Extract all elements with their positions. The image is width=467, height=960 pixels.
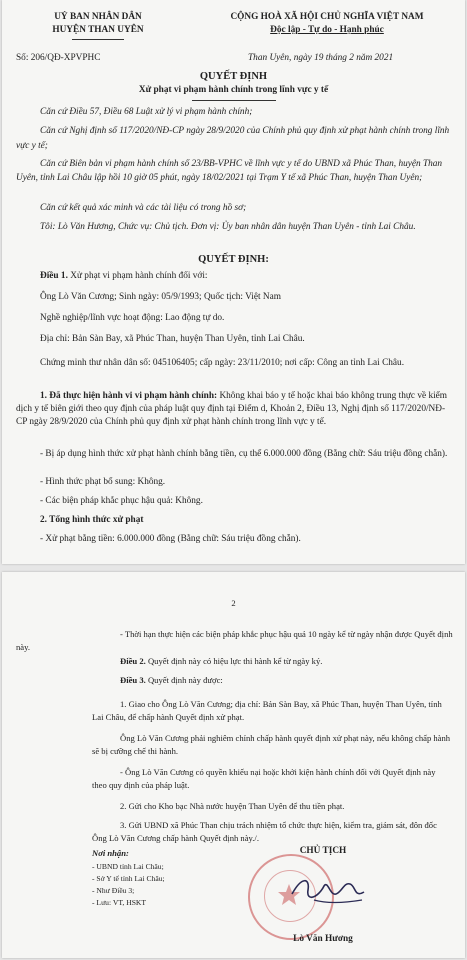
- basis-2: Căn cứ Nghị định số 117/2020/NĐ-CP ngày 28/9/2020 của Chính phủ quy định xử phạt hành chính trong lĩnh vực y tế;: [16, 126, 450, 151]
- motto: Độc lập - Tự do - Hạnh phúc: [270, 25, 384, 35]
- total-penalty-text: - Xử phạt bằng tiền: 6.000.000 đồng (Bằng chữ: Sáu triệu đồng chẵn).: [40, 534, 301, 544]
- basis-5: Tôi: Lò Văn Hương, Chức vụ: Chủ tịch. Đơn vị: Ủy ban nhân dân huyện Than Uyên - tỉnh Lai Châu.: [40, 222, 416, 232]
- article-1-label: Điều 1.: [40, 271, 68, 281]
- violation-paragraph: [16, 390, 454, 429]
- basis-4: Căn cứ kết quả xác minh và các tài liệu có trong hồ sơ;: [40, 203, 247, 213]
- article-3-text: Quyết định này được:: [147, 675, 223, 685]
- violation-text: Không khai báo y tế hoặc khai báo không trung thực về kiểm dịch y tế biên giới theo quy định của pháp luật quy định tại Điểm d, Khoản 2, Điều 13, Nghị định số 117/2020/NĐ-CP ngày 28/9/2020 của Chính phủ quy định xử phạt hành chính trong lĩnh vực y tế.: [16, 391, 448, 427]
- address-label: Địa chỉ:: [40, 334, 70, 344]
- offender-info: Ông Lò Văn Cương; Sinh ngày: 05/9/1993; Quốc tịch: Việt Nam: [40, 292, 281, 302]
- signer-name: Lò Văn Hương: [293, 934, 353, 944]
- document-subtitle: Xử phạt vi phạm hành chính trong lĩnh vực y tế: [138, 85, 329, 95]
- title-underline: [192, 100, 276, 101]
- recipient-list-item: - Lưu: VT, HSKT: [92, 898, 147, 907]
- offender-address: [40, 334, 305, 344]
- penalty-extra: - Hình thức phạt bổ sung: Không.: [40, 477, 166, 487]
- article-2: [120, 656, 322, 666]
- article-2-text: Quyết định này có hiệu lực thi hành kể từ ngày ký.: [147, 656, 323, 666]
- signature-mark: [284, 870, 374, 910]
- total-penalty-heading: 2. Tổng hình thức xử phạt: [40, 515, 144, 525]
- recipient-list-item: - Như Điều 3;: [92, 886, 135, 895]
- doc-date: Than Uyên, ngày 19 tháng 2 năm 2021: [248, 53, 394, 63]
- recipient-item-3: 3. Gửi UBND xã Phúc Than chịu trách nhiệm tổ chức thực hiện, kiểm tra, giám sát, đôn đốc Ông Lò Văn Cương chấp hành Quyết định này./.: [92, 820, 437, 843]
- agency-line-1: UỶ BAN NHÂN DÂN: [54, 12, 142, 22]
- agency-underline: [72, 39, 124, 40]
- doc-number: Số: 206/QĐ-XPVPHC: [16, 53, 101, 63]
- recipient-item-2: 2. Gửi cho Kho bạc Nhà nước huyện Than Uyên để thu tiền phạt.: [120, 801, 345, 811]
- document-page-1: [2, 0, 465, 564]
- offender-occupation: Nghề nghiệp/lĩnh vực hoạt động: Lao động tự do.: [40, 313, 225, 323]
- document-page-2: [2, 572, 465, 958]
- decide-heading: QUYẾT ĐỊNH:: [198, 254, 269, 265]
- remedy: - Các biện pháp khắc phục hậu quả: Không.: [40, 496, 203, 506]
- agency-line-2: HUYỆN THAN UYÊN: [52, 25, 144, 35]
- nation-title: CỘNG HOÀ XÃ HỘI CHỦ NGHĨA VIỆT NAM: [230, 12, 424, 22]
- recipients-title: Nơi nhận:: [92, 848, 129, 858]
- violation-heading: 1. Đã thực hiện hành vi vi phạm hành chính:: [40, 391, 218, 401]
- recipient-list-item: - UBND tỉnh Lai Châu;: [92, 862, 164, 871]
- address-value: Bản Sàn Bay, xã Phúc Than, huyện Than Uyên, tỉnh Lai Châu.: [72, 334, 305, 344]
- article-3: [120, 675, 223, 685]
- article-2-label: Điều 2.: [120, 656, 146, 666]
- article-1-text: Xử phạt vi phạm hành chính đối với:: [70, 271, 208, 281]
- basis-1: Căn cứ Điều 57, Điều 68 Luật xử lý vi phạm hành chính;: [40, 107, 253, 117]
- penalty-main: - Bị áp dụng hình thức xử phạt hành chính bằng tiền, cụ thể 6.000.000 đồng (Bằng chữ: Sáu triệu đồng chẵn).: [40, 449, 448, 459]
- remedy-deadline: - Thời hạn thực hiện các biện pháp khắc phục hậu quả 10 ngày kể từ ngày nhận được Quyết định này.: [16, 629, 453, 652]
- basis-3: Căn cứ Biên bản vi phạm hành chính số 23/BB-VPHC về lĩnh vực y tế do UBND xã Phúc Than, huyện Than Uyên, tỉnh Lai Châu lập hồi 10 giờ 05 phút, ngày 18/02/2021 tại Trạm Y tế xã Phúc Than, huyện Than Uyên;: [16, 159, 443, 183]
- recipient-item-1b: Ông Lò Văn Cương phải nghiêm chỉnh chấp hành quyết định xử phạt này, nếu không chấp hành sẽ bị cưỡng chế thi hành.: [92, 733, 451, 756]
- article-3-label: Điều 3.: [120, 675, 146, 685]
- article-1: [40, 271, 208, 281]
- offender-id-card: Chứng minh thư nhân dân số: 045106405; cấp ngày: 23/11/2010; nơi cấp: Công an tỉnh Lai Châu.: [40, 358, 405, 368]
- page-number: 2: [231, 598, 236, 608]
- recipient-item-1: 1. Giao cho Ông Lò Văn Cương; địa chỉ: Bản Sàn Bay, xã Phúc Than, huyện Than Uyên, tỉnh Lai Châu, để chấp hành Quyết định xử phạt.: [92, 699, 442, 722]
- document-title: QUYẾT ĐỊNH: [199, 71, 268, 82]
- recipient-list-item: - Sở Y tế tỉnh Lai Châu;: [92, 874, 165, 883]
- recipient-item-1c: - Ông Lò Văn Cương có quyền khiếu nại hoặc khởi kiện hành chính đối với Quyết định này theo quy định của pháp luật.: [92, 767, 436, 790]
- signer-title: CHỦ TỊCH: [299, 846, 347, 856]
